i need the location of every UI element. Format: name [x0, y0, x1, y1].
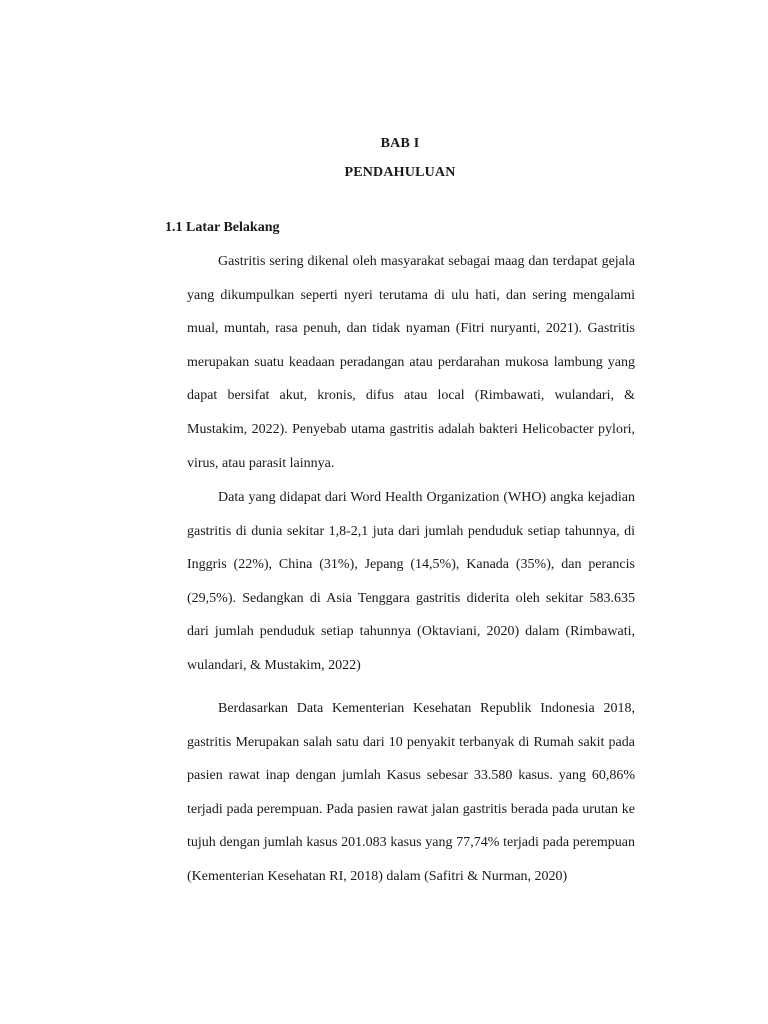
body-paragraph: Gastritis sering dikenal oleh masyarakat sebagai maag dan terdapat gejala yang dikumpulkan seperti nyeri terutama di ulu hati, dan sering mengalami mual, muntah, rasa penuh, dan tidak nyaman (Fitri nuryanti, 2021). Gastritis merupakan suatu keadaan peradangan atau perdarahan mukosa lambung yang dapat bersifat akut, kronis, difus atau local (Rimbawati, wulandari, & Mustakim, 2022). Penyebab utama gastritis adalah bakteri Helicobacter pylori, virus, atau parasit lainnya. [187, 254, 635, 471]
paragraph-block [187, 481, 635, 683]
paragraph-block [187, 245, 635, 480]
chapter-title: PENDAHULUAN [344, 165, 456, 180]
paragraph-block [187, 692, 635, 894]
chapter-number: BAB I [380, 136, 420, 151]
body-paragraph: Berdasarkan Data Kementerian Kesehatan Republik Indonesia 2018, gastritis Merupakan salah satu dari 10 penyakit terbanyak di Rumah sakit pada pasien rawat inap dengan jumlah Kasus sebesar 33.580 kasus. yang 60,86% terjadi pada perempuan. Pada pasien rawat jalan gastritis berada pada urutan ke tujuh dengan jumlah kasus 201.083 kasus yang 77,74% terjadi pada perempuan (Kementerian Kesehatan RI, 2018) dalam (Safitri & Nurman, 2020) [187, 701, 635, 884]
body-paragraph: Data yang didapat dari Word Health Organization (WHO) angka kejadian gastritis di dunia sekitar 1,8-2,1 juta dari jumlah penduduk setiap tahunnya, di Inggris (22%), China (31%), Jepang (14,5%), Kanada (35%), dan perancis (29,5%). Sedangkan di Asia Tenggara gastritis diderita oleh sekitar 583.635 dari jumlah penduduk setiap tahunnya (Oktaviani, 2020) dalam (Rimbawati, wulandari, & Mustakim, 2022) [187, 490, 635, 673]
section-heading: 1.1 Latar Belakang [165, 220, 280, 235]
